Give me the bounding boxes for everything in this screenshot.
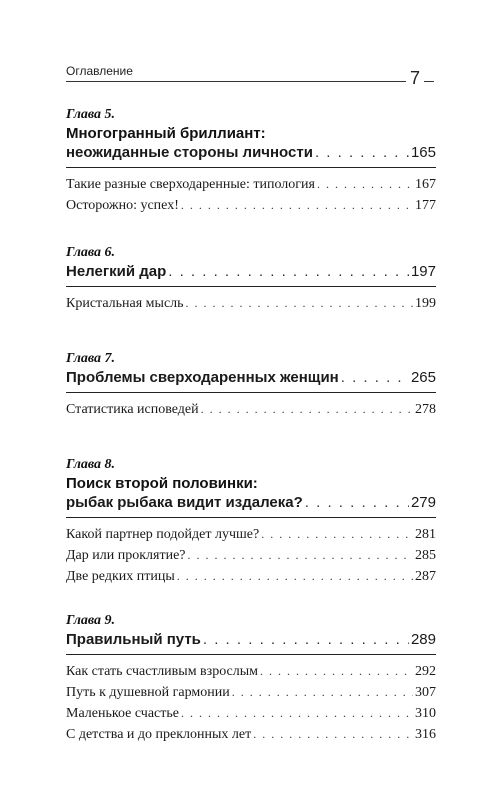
chapter-title-row (66, 368, 436, 387)
entry-title: Как стать счастливым взрослым (66, 664, 259, 679)
entry-title: Статистика исповедей (66, 402, 199, 417)
entry-title: Осторожно: успех! (66, 198, 179, 213)
entry-page: 278 (415, 402, 436, 417)
leader-dots (168, 262, 409, 281)
chapter-title-row (66, 493, 436, 512)
leader-dots (181, 703, 413, 723)
chapter-title-row (66, 630, 436, 649)
entry-title: Какой партнер подойдет лучше? (66, 527, 260, 542)
entry-title: Две редких птицы (66, 569, 175, 584)
chapter-title-text: Нелегкий дар (66, 263, 167, 280)
entry-title: Путь к душевной гармонии (66, 685, 230, 700)
entry-page: 285 (415, 548, 436, 563)
chapter-page: 165 (410, 144, 436, 161)
chapter-label: Глава 7. (66, 351, 116, 366)
chapter-rule (66, 654, 436, 655)
chapter-label: Глава 9. (66, 613, 116, 628)
chapter-7 (66, 350, 436, 420)
toc-entry[interactable] (66, 195, 436, 216)
chapter-title (66, 474, 436, 516)
chapter-page: 197 (410, 263, 436, 280)
chapter-title-text: неожиданные стороны личности (66, 144, 313, 161)
leader-dots (232, 682, 413, 702)
chapter-rule (66, 167, 436, 168)
leader-dots (203, 630, 409, 649)
entry-page: 292 (415, 664, 436, 679)
entry-title: С детства и до преклонных лет (66, 727, 252, 742)
toc-entry[interactable] (66, 545, 436, 566)
toc-entry[interactable] (66, 566, 436, 587)
entry-page: 177 (415, 198, 436, 213)
entry-title: Кристальная мысль (66, 296, 184, 311)
entry-page: 167 (415, 177, 436, 192)
chapter-rule (66, 517, 436, 518)
entry-page: 307 (415, 685, 436, 700)
chapter-8 (66, 456, 436, 587)
chapter-title-text: рыбак рыбака видит издалека? (66, 494, 303, 511)
leader-dots (305, 493, 409, 512)
leader-dots (260, 661, 413, 681)
chapter-page: 279 (410, 494, 436, 511)
chapter-page: 289 (410, 631, 436, 648)
chapter-title (66, 262, 436, 285)
chapter-title (66, 368, 436, 391)
header-label: Оглавление (66, 64, 133, 78)
leader-dots (177, 566, 413, 586)
chapter-title (66, 124, 436, 166)
entry-page: 310 (415, 706, 436, 721)
chapter-title (66, 630, 436, 653)
chapter-rule (66, 286, 436, 287)
chapter-page: 265 (410, 369, 436, 386)
leader-dots (317, 174, 413, 194)
entry-page: 199 (415, 296, 436, 311)
chapter-5 (66, 106, 436, 216)
toc-entry[interactable] (66, 703, 436, 724)
entry-page: 287 (415, 569, 436, 584)
chapter-title-line: Поиск второй половинки: (66, 475, 258, 492)
chapter-title-row (66, 262, 436, 281)
toc-entry[interactable] (66, 399, 436, 420)
leader-dots (186, 293, 413, 313)
toc-entry[interactable] (66, 724, 436, 745)
entry-title: Дар или проклятие? (66, 548, 186, 563)
toc-entry[interactable] (66, 174, 436, 195)
toc-entry[interactable] (66, 661, 436, 682)
chapter-title-text: Проблемы сверходаренных женщин (66, 369, 339, 386)
leader-dots (201, 399, 413, 419)
header-rule (66, 81, 406, 82)
chapter-6 (66, 244, 436, 314)
leader-dots (315, 143, 409, 162)
chapter-rule (66, 392, 436, 393)
toc-entry[interactable] (66, 293, 436, 314)
entry-title: Маленькое счастье (66, 706, 179, 721)
leader-dots (261, 524, 413, 544)
leader-dots (253, 724, 413, 744)
leader-dots (181, 195, 413, 215)
chapter-title-line: Многогранный бриллиант: (66, 125, 266, 142)
chapter-label: Глава 5. (66, 107, 116, 122)
chapter-title-text: Правильный путь (66, 631, 201, 648)
chapter-label: Глава 6. (66, 245, 116, 260)
page-number-dash (424, 81, 434, 82)
chapter-9 (66, 612, 436, 745)
entry-page: 316 (415, 727, 436, 742)
toc-entry[interactable] (66, 524, 436, 545)
page-number: 7 (410, 68, 421, 88)
entry-page: 281 (415, 527, 436, 542)
leader-dots (188, 545, 414, 565)
chapter-title-row (66, 143, 436, 162)
entry-title: Такие разные сверходаренные: типология (66, 177, 315, 192)
chapter-label: Глава 8. (66, 457, 116, 472)
toc-entry[interactable] (66, 682, 436, 703)
running-header (66, 64, 434, 88)
leader-dots (341, 368, 409, 387)
